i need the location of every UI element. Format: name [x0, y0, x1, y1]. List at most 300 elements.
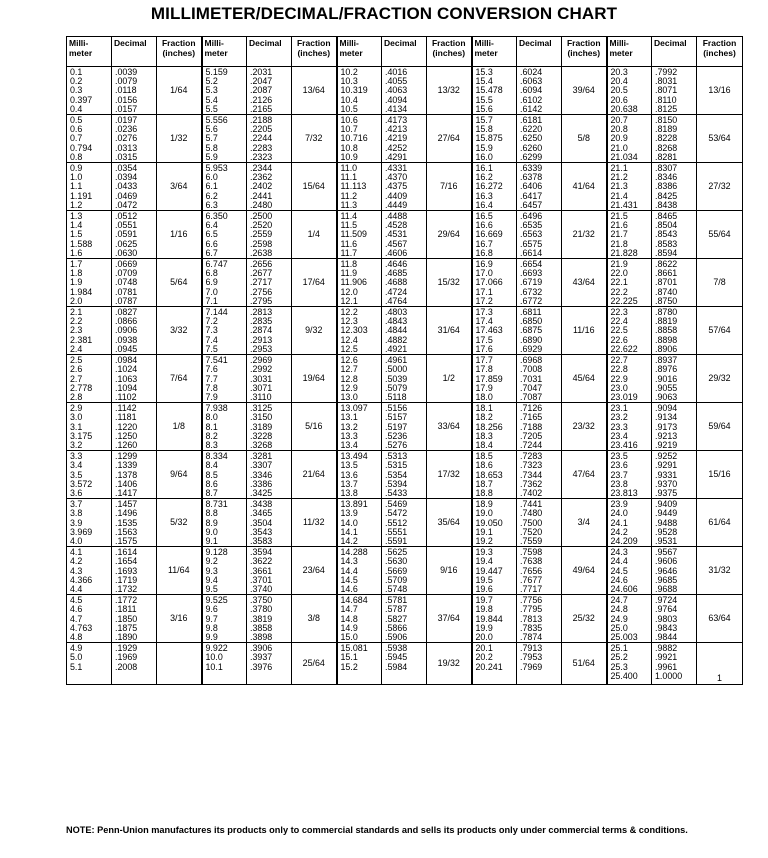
millimeter-value: 25.400 [610, 670, 638, 681]
decimal-value: .7500 [520, 517, 543, 528]
fraction-cell [292, 307, 337, 355]
millimeter-cell [202, 163, 247, 211]
decimal-value: .7047 [520, 382, 543, 393]
decimal-value: .1457 [115, 499, 138, 510]
millimeter-value: 16.1 [475, 163, 493, 174]
decimal-cell [382, 403, 427, 451]
decimal-value: .8189 [655, 124, 678, 135]
decimal-value: .4961 [385, 355, 408, 366]
decimal-value: .3425 [250, 487, 273, 498]
decimal-value: .0156 [115, 94, 138, 105]
millimeter-value: 9.0 [205, 526, 218, 537]
header-decimal-text: Decimal [519, 38, 552, 48]
fraction-cell [427, 499, 472, 547]
fraction-cell [697, 307, 743, 355]
fraction-value: 41/64 [572, 180, 595, 191]
millimeter-value: 5.6 [205, 124, 218, 135]
fraction-value: 51/64 [572, 658, 595, 669]
header-millimeter-5 [607, 37, 652, 67]
millimeter-value: 15.9 [475, 142, 493, 153]
fraction-value: 59/64 [708, 421, 731, 432]
decimal-value: .5079 [385, 382, 408, 393]
fraction-cell [427, 643, 472, 685]
decimal-value: .5984 [385, 661, 408, 672]
decimal-value: .0236 [115, 124, 138, 135]
millimeter-value: 18.6 [475, 460, 493, 471]
decimal-cell [112, 67, 157, 115]
fraction-cell [292, 595, 337, 643]
millimeter-value: 19.2 [475, 535, 493, 546]
decimal-cell [517, 403, 562, 451]
millimeter-value: 0.5 [70, 115, 83, 126]
fraction-cell [427, 307, 472, 355]
fraction-cell [157, 499, 202, 547]
decimal-cell [517, 355, 562, 403]
decimal-value: .4764 [385, 295, 408, 306]
fraction-cell [157, 163, 202, 211]
decimal-value: .0984 [115, 355, 138, 366]
millimeter-value: 7.9 [205, 391, 218, 402]
decimal-value: .2520 [250, 220, 273, 231]
millimeter-value: 13.4 [340, 439, 358, 450]
fraction-cell [697, 355, 743, 403]
millimeter-value: 18.653 [475, 469, 503, 480]
millimeter-value: 20.8 [610, 124, 628, 135]
header-decimal-text: Decimal [114, 38, 147, 48]
fraction-cell [427, 259, 472, 307]
table-row [67, 67, 743, 115]
fraction-value: 43/64 [572, 276, 595, 287]
millimeter-value: 19.1 [475, 526, 493, 537]
header-millimeter-3 [337, 37, 382, 67]
decimal-value: .9843 [655, 622, 678, 633]
decimal-value: .4449 [385, 199, 408, 210]
millimeter-value: 4.7 [70, 613, 83, 624]
millimeter-value: 2.9 [70, 403, 83, 414]
decimal-value: .3438 [250, 499, 273, 510]
millimeter-cell [67, 499, 112, 547]
millimeter-value: 17.2 [475, 295, 493, 306]
decimal-cell [517, 307, 562, 355]
millimeter-value: 23.9 [610, 499, 628, 510]
millimeter-value: 11.6 [340, 238, 358, 249]
fraction-value: 39/64 [572, 84, 595, 95]
millimeter-value: 4.366 [70, 574, 93, 585]
decimal-value: .5630 [385, 556, 408, 567]
decimal-value: .5039 [385, 373, 408, 384]
millimeter-value: 14.1 [340, 526, 358, 537]
decimal-cell [517, 67, 562, 115]
decimal-value: .9173 [655, 421, 678, 432]
millimeter-cell [202, 115, 247, 163]
decimal-value: .0197 [115, 115, 138, 126]
decimal-value: .5315 [385, 460, 408, 471]
decimal-value: .4016 [385, 67, 408, 77]
decimal-value: .4331 [385, 163, 408, 174]
millimeter-value: 11.906 [340, 277, 367, 288]
millimeter-cell [607, 499, 652, 547]
decimal-value: .9409 [655, 499, 678, 510]
decimal-value: .3189 [250, 421, 273, 432]
fraction-value: 25/32 [572, 613, 595, 624]
decimal-value: .8346 [655, 172, 678, 183]
millimeter-value: 4.6 [70, 604, 83, 615]
fraction-cell [157, 595, 202, 643]
fraction-cell [157, 403, 202, 451]
decimal-value: .8976 [655, 364, 678, 375]
millimeter-value: 14.288 [340, 547, 368, 558]
decimal-value: .2717 [250, 277, 273, 288]
decimal-value: .0827 [115, 307, 138, 318]
decimal-value: .7835 [520, 622, 543, 633]
millimeter-value: 15.0 [340, 631, 358, 642]
decimal-value: .3976 [250, 661, 273, 672]
decimal-value: .2953 [250, 343, 273, 354]
millimeter-value: 16.2 [475, 172, 493, 183]
decimal-value: .8071 [655, 85, 678, 96]
decimal-value: .2756 [250, 286, 273, 297]
table-row [67, 403, 743, 451]
millimeter-value: 0.3 [70, 85, 83, 96]
millimeter-value: 13.097 [340, 403, 368, 414]
millimeter-value: 9.2 [205, 556, 218, 567]
decimal-value: .0315 [115, 151, 138, 162]
millimeter-value: 12.0 [340, 286, 358, 297]
header-millimeter-2 [202, 37, 247, 67]
header-millimeter-text: Milli- [204, 38, 224, 48]
decimal-value: .0276 [115, 133, 138, 144]
decimal-value: .7756 [520, 595, 543, 606]
millimeter-value: 23.2 [610, 412, 628, 423]
decimal-value: .7205 [520, 430, 543, 441]
millimeter-cell [337, 643, 382, 685]
decimal-value: .4063 [385, 85, 408, 96]
millimeter-value: 8.3 [205, 439, 218, 450]
header-fraction-text: (inches) [567, 48, 601, 58]
decimal-value: .9219 [655, 439, 678, 450]
millimeter-value: 25.3 [610, 661, 628, 672]
decimal-value: .8937 [655, 355, 678, 366]
millimeter-value: 16.669 [475, 229, 503, 240]
decimal-cell [247, 259, 292, 307]
millimeter-cell [337, 451, 382, 499]
fraction-value: 19/64 [302, 373, 325, 383]
decimal-value: .3465 [250, 508, 273, 519]
decimal-value: .6339 [520, 163, 543, 174]
decimal-value: .4375 [385, 181, 408, 192]
millimeter-value: 5.3 [205, 85, 218, 96]
decimal-value: .3819 [250, 613, 273, 624]
decimal-value: .4134 [385, 103, 408, 114]
millimeter-cell [202, 67, 247, 115]
header-millimeter-1 [67, 37, 112, 67]
decimal-cell [112, 595, 157, 643]
decimal-value: .6929 [520, 343, 543, 354]
fraction-cell [562, 307, 607, 355]
millimeter-value: 20.4 [610, 76, 628, 87]
millimeter-value: 22.2 [610, 286, 628, 297]
decimal-value: .8701 [655, 277, 678, 288]
header-fraction-text: Fraction [296, 38, 331, 48]
millimeter-value: 1.9 [70, 277, 83, 288]
decimal-value: .1614 [115, 547, 138, 558]
millimeter-value: 9.8 [205, 622, 218, 633]
decimal-value: .0781 [115, 286, 138, 297]
decimal-value: .5748 [385, 583, 408, 594]
decimal-value: .8150 [655, 115, 678, 126]
decimal-cell [247, 307, 292, 355]
millimeter-value: 4.8 [70, 631, 83, 642]
decimal-value: .7598 [520, 547, 543, 558]
millimeter-cell [607, 211, 652, 259]
millimeter-value: 14.684 [340, 595, 368, 606]
decimal-value: .2087 [250, 85, 273, 96]
millimeter-value: 0.794 [70, 142, 93, 153]
decimal-value: .5197 [385, 421, 408, 432]
millimeter-value: 13.891 [340, 499, 368, 510]
millimeter-value: 17.859 [475, 373, 503, 384]
header-decimal-2 [247, 37, 292, 67]
millimeter-cell [607, 163, 652, 211]
fraction-value: 1 [717, 672, 722, 683]
decimal-value: .6102 [520, 94, 543, 105]
millimeter-value: 10.7 [340, 124, 358, 135]
millimeter-value: 16.6 [475, 220, 493, 231]
decimal-cell [652, 259, 697, 307]
millimeter-value: 21.8 [610, 238, 628, 249]
header-millimeter-text: meter [339, 48, 363, 58]
decimal-value: .7188 [520, 421, 543, 432]
decimal-value: .1890 [115, 631, 138, 642]
decimal-value: .8906 [655, 343, 678, 354]
fraction-cell [697, 115, 743, 163]
millimeter-value: 17.463 [475, 325, 503, 336]
millimeter-value: 9.7 [205, 613, 218, 624]
millimeter-value: 22.622 [610, 343, 638, 354]
decimal-value: .4531 [385, 229, 408, 240]
decimal-cell [652, 547, 697, 595]
chart-title: MILLIMETER/DECIMAL/FRACTION CONVERSION CHART [150, 4, 618, 23]
decimal-value: .5000 [385, 364, 408, 375]
decimal-value: .3346 [250, 469, 273, 480]
fraction-cell [697, 547, 743, 595]
decimal-value: .2913 [250, 334, 273, 345]
millimeter-cell [337, 547, 382, 595]
millimeter-value: 3.572 [70, 478, 93, 489]
decimal-value: .0906 [115, 325, 138, 336]
millimeter-cell [337, 259, 382, 307]
decimal-value: .5394 [385, 478, 408, 489]
millimeter-value: 4.763 [70, 622, 93, 633]
millimeter-value: 2.7 [70, 373, 83, 384]
millimeter-value: 17.066 [475, 277, 503, 288]
millimeter-cell [607, 451, 652, 499]
millimeter-value: 6.8 [205, 268, 218, 279]
millimeter-value: 25.003 [610, 631, 638, 642]
fraction-cell [427, 547, 472, 595]
millimeter-cell [472, 115, 517, 163]
decimal-value: .6772 [520, 295, 543, 306]
millimeter-value: 24.5 [610, 565, 628, 576]
millimeter-value: 8.7 [205, 487, 218, 498]
decimal-value: .9134 [655, 412, 678, 423]
table-row [67, 307, 743, 355]
decimal-cell [112, 355, 157, 403]
millimeter-value: 12.8 [340, 373, 358, 384]
millimeter-value: 11.0 [340, 163, 358, 174]
decimal-value: .8622 [655, 259, 678, 270]
decimal-value: .4370 [385, 172, 408, 183]
decimal-value: .9016 [655, 373, 678, 384]
millimeter-value: 9.4 [205, 574, 218, 585]
millimeter-value: 5.7 [205, 133, 218, 144]
decimal-value: .4882 [385, 334, 408, 345]
millimeter-value: 1.3 [70, 211, 83, 222]
decimal-cell [382, 451, 427, 499]
decimal-value: .7520 [520, 526, 543, 537]
decimal-value: .9449 [655, 508, 678, 519]
fraction-value: 53/64 [708, 132, 731, 143]
decimal-value: .7244 [520, 439, 543, 450]
millimeter-value: 0.8 [70, 151, 83, 162]
decimal-value: .6654 [520, 259, 543, 270]
millimeter-cell [472, 163, 517, 211]
millimeter-value: 4.2 [70, 556, 83, 567]
millimeter-cell [607, 355, 652, 403]
decimal-value: .3701 [250, 574, 273, 585]
decimal-value: .2362 [250, 172, 273, 183]
millimeter-value: 19.4 [475, 556, 493, 567]
fraction-cell [292, 355, 337, 403]
header-millimeter-text: meter [69, 48, 93, 58]
fraction-cell [292, 67, 337, 115]
fraction-value: 5/16 [305, 421, 323, 432]
header-decimal-3 [382, 37, 427, 67]
decimal-value: .1563 [115, 526, 138, 537]
decimal-value: .8543 [655, 229, 678, 240]
millimeter-value: 19.6 [475, 583, 493, 594]
decimal-cell [112, 451, 157, 499]
millimeter-value: 14.2 [340, 535, 358, 546]
millimeter-value: 20.9 [610, 133, 628, 144]
millimeter-value: 19.844 [475, 613, 503, 624]
table-row [67, 355, 743, 403]
fraction-value: 1/32 [170, 132, 188, 143]
millimeter-value: 14.5 [340, 574, 358, 585]
decimal-value: .2165 [250, 103, 273, 114]
millimeter-value: 23.813 [610, 487, 638, 498]
decimal-value: .7087 [520, 391, 543, 402]
table-row [67, 451, 743, 499]
millimeter-value: 16.8 [475, 247, 493, 258]
header-millimeter-text: meter [204, 48, 228, 58]
fraction-cell [157, 259, 202, 307]
fraction-value: 63/64 [708, 613, 731, 624]
millimeter-value: 0.397 [70, 94, 93, 105]
decimal-value: .8228 [655, 133, 678, 144]
decimal-value: .4488 [385, 211, 408, 222]
decimal-value: .2656 [250, 259, 273, 270]
millimeter-cell [607, 403, 652, 451]
decimal-value: .8740 [655, 286, 678, 297]
millimeter-cell [67, 355, 112, 403]
millimeter-value: 13.0 [340, 391, 358, 402]
decimal-value: .4291 [385, 151, 408, 162]
decimal-value: .1406 [115, 478, 138, 489]
conversion-table [66, 36, 743, 685]
decimal-cell [382, 259, 427, 307]
decimal-value: .5276 [385, 439, 408, 450]
millimeter-value: 11.1 [340, 172, 358, 183]
decimal-value: .1102 [115, 391, 137, 402]
decimal-value: .8031 [655, 76, 678, 87]
fraction-value: 37/64 [437, 613, 460, 624]
footer-note: NOTE: Penn-Union manufactures its products only to commercial standards and sells its products only under commercial terms & conditions. [66, 825, 688, 835]
millimeter-value: 20.241 [475, 661, 503, 672]
millimeter-value: 22.225 [610, 295, 638, 306]
fraction-value: 7/16 [440, 180, 458, 191]
decimal-value: .8750 [655, 295, 678, 306]
millimeter-value: 13.8 [340, 487, 358, 498]
decimal-value: .8386 [655, 181, 678, 192]
millimeter-value: 8.5 [205, 469, 218, 480]
decimal-value: .2992 [250, 364, 273, 375]
decimal-value: .5156 [385, 403, 408, 414]
decimal-cell [112, 211, 157, 259]
millimeter-value: 11.113 [340, 181, 367, 192]
millimeter-value: 10.0 [205, 652, 223, 663]
decimal-value: .8780 [655, 307, 678, 318]
fraction-cell [562, 451, 607, 499]
fraction-cell [292, 499, 337, 547]
millimeter-value: 12.6 [340, 355, 358, 366]
millimeter-value: 23.5 [610, 451, 628, 462]
decimal-value: .7165 [520, 412, 543, 423]
fraction-cell [562, 403, 607, 451]
fraction-value: 3/8 [307, 613, 320, 624]
millimeter-value: 15.4 [475, 76, 493, 87]
millimeter-value: 9.6 [205, 604, 218, 615]
decimal-value: .5118 [385, 391, 407, 402]
millimeter-value: 13.2 [340, 421, 358, 432]
fraction-cell [427, 115, 472, 163]
millimeter-value: 15.7 [475, 115, 493, 126]
millimeter-value: 14.8 [340, 613, 358, 624]
millimeter-value: 7.0 [205, 286, 218, 297]
millimeter-value: 14.7 [340, 604, 358, 615]
decimal-value: .3937 [250, 652, 273, 663]
decimal-value: .5827 [385, 613, 408, 624]
decimal-value: .0591 [115, 229, 138, 240]
millimeter-value: 22.6 [610, 334, 628, 345]
millimeter-value: 9.9 [205, 631, 218, 642]
decimal-value: .2205 [250, 124, 273, 135]
decimal-value: .6378 [520, 172, 543, 183]
decimal-value: .3150 [250, 412, 273, 423]
decimal-value: .7362 [520, 478, 543, 489]
decimal-cell [112, 643, 157, 685]
millimeter-cell [472, 499, 517, 547]
millimeter-value: 22.9 [610, 373, 628, 384]
decimal-value: .6575 [520, 238, 543, 249]
millimeter-cell [337, 307, 382, 355]
decimal-value: .4409 [385, 190, 408, 201]
millimeter-value: 23.8 [610, 478, 628, 489]
fraction-value: 7/32 [305, 132, 323, 143]
fraction-value: 5/32 [170, 517, 188, 528]
fraction-value: 15/64 [302, 180, 325, 191]
millimeter-value: 6.9 [205, 277, 218, 288]
